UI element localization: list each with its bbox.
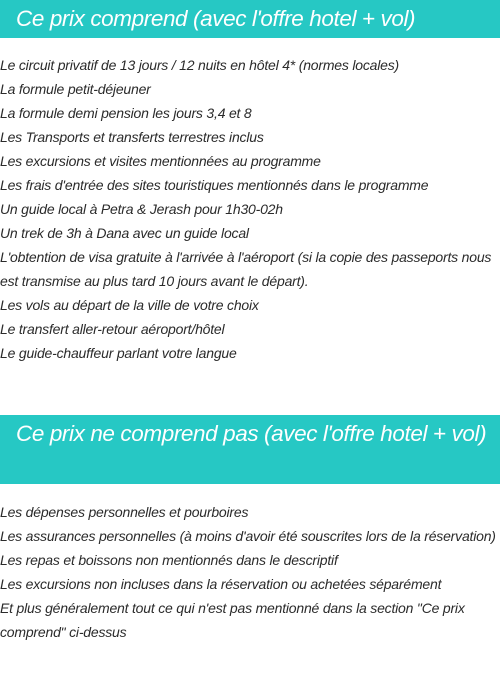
list-item: L'obtention de visa gratuite à l'arrivée à l'aéroport (si la copie des passeports nous est transmise au plus tard 10 jours avant le départ). bbox=[0, 249, 492, 289]
list-item: La formule petit-déjeuner bbox=[0, 81, 151, 97]
list-item: Les repas et boissons non mentionnés dans le descriptif bbox=[0, 552, 338, 568]
excluded-section-header bbox=[0, 415, 500, 484]
list-item: Les assurances personnelles (à moins d'avoir été souscrites lors de la réservation) bbox=[0, 528, 496, 544]
list-item: Le transfert aller-retour aéroport/hôtel bbox=[0, 321, 225, 337]
list-item: Les frais d'entrée des sites touristiques mentionnés dans le programme bbox=[0, 177, 429, 193]
list-item: Les dépenses personnelles et pourboires bbox=[0, 504, 249, 520]
included-section-header bbox=[0, 0, 500, 38]
list-item: Le circuit privatif de 13 jours / 12 nuits en hôtel 4* (normes locales) bbox=[0, 57, 400, 73]
list-item: Un guide local à Petra & Jerash pour 1h30-02h bbox=[0, 201, 283, 217]
list-item: Et plus généralement tout ce qui n'est pas mentionné dans la section "Ce prix comprend" ci-dessus bbox=[0, 600, 465, 640]
list-item: Les excursions et visites mentionnées au programme bbox=[0, 153, 321, 169]
excluded-section-title: Ce prix ne comprend pas (avec l'offre hotel + vol) bbox=[16, 421, 487, 446]
included-items-list bbox=[0, 53, 496, 365]
list-item: Les Transports et transferts terrestres inclus bbox=[0, 129, 264, 145]
excluded-items-list bbox=[0, 500, 496, 644]
list-item: Le guide-chauffeur parlant votre langue bbox=[0, 345, 237, 361]
included-section-title: Ce prix comprend (avec l'offre hotel + vol) bbox=[16, 6, 416, 31]
list-item: Les vols au départ de la ville de votre choix bbox=[0, 297, 259, 313]
list-item: Un trek de 3h à Dana avec un guide local bbox=[0, 225, 249, 241]
list-item: Les excursions non incluses dans la réservation ou achetées séparément bbox=[0, 576, 442, 592]
list-item: La formule demi pension les jours 3,4 et 8 bbox=[0, 105, 252, 121]
